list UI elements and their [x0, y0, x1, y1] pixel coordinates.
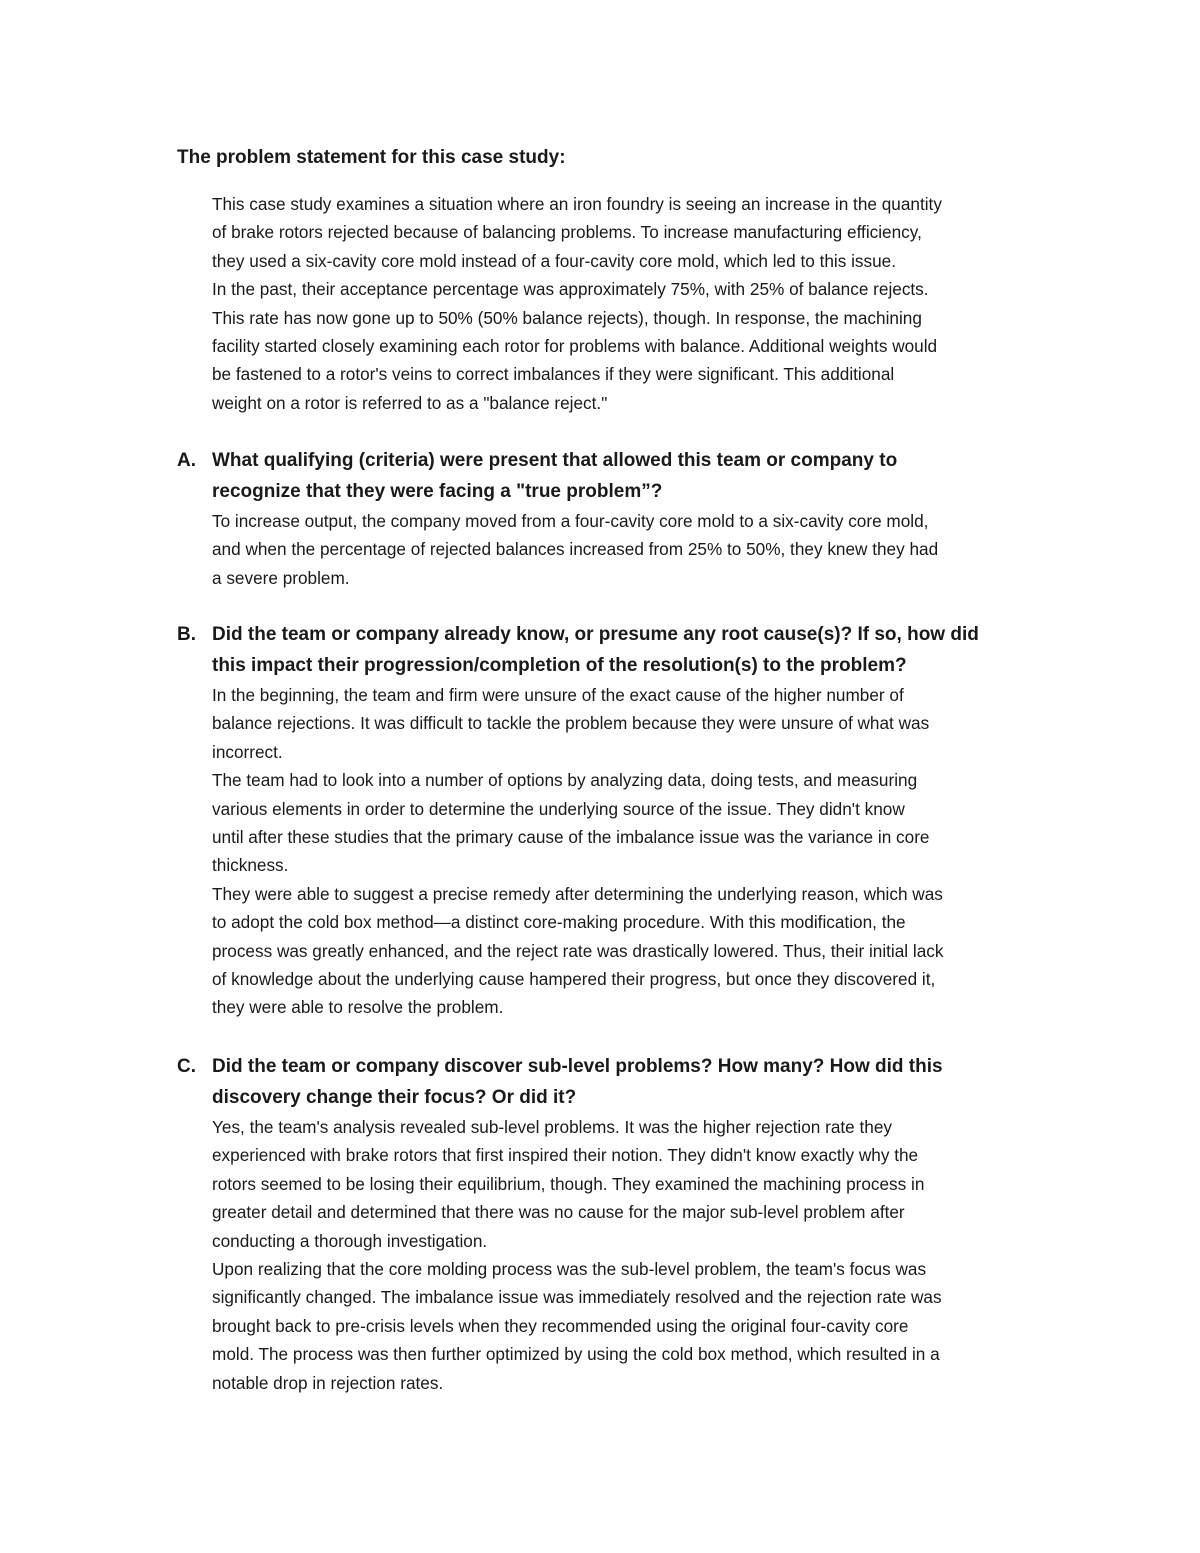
answer-paragraph	[212, 1113, 1077, 1397]
question-heading	[212, 1052, 1077, 1113]
intro-line: be fastened to a rotor's veins to correct imbalances if they were significant. This additional	[212, 364, 895, 385]
answer-line: Upon realizing that the core molding process was the sub-level problem, the team's focus was	[212, 1259, 927, 1280]
question-heading	[212, 446, 1077, 507]
intro-paragraph	[212, 190, 1082, 417]
intro-line: This case study examines a situation where an iron foundry is seeing an increase in the quantity	[212, 194, 942, 214]
answer-line: notable drop in rejection rates.	[212, 1372, 444, 1393]
answer-line: In the beginning, the team and firm were unsure of the exact cause of the higher number of	[212, 685, 904, 705]
answer-line: greater detail and determined that there was no cause for the major sub-level problem after	[212, 1202, 905, 1223]
answer-line: of knowledge about the underlying cause hampered their progress, but once they discovered it,	[212, 969, 936, 990]
heading-line: Did the team or company already know, or presume any root cause(s)? If so, how did	[212, 624, 979, 645]
intro-line: facility started closely examining each rotor for problems with balance. Additional weights would	[212, 336, 938, 357]
heading-line: recognize that they were facing a "true problem”?	[212, 480, 663, 502]
answer-line: until after these studies that the primary cause of the imbalance issue was the variance in core	[212, 827, 930, 848]
intro-line: weight on a rotor is referred to as a "balance reject."	[212, 392, 608, 413]
heading-line: this impact their progression/completion of the resolution(s) to the problem?	[212, 654, 907, 676]
heading-line: What qualifying (criteria) were present that allowed this team or company to	[212, 450, 898, 471]
answer-paragraph	[212, 507, 1077, 592]
answer-line: and when the percentage of rejected balances increased from 25% to 50%, they knew they had	[212, 539, 939, 560]
answer-line: They were able to suggest a precise remedy after determining the underlying reason, which was	[212, 883, 943, 904]
section-marker: B.	[177, 624, 196, 645]
question-section-b	[177, 620, 1077, 1022]
answer-line: conducting a thorough investigation.	[212, 1230, 488, 1251]
question-section-c	[177, 1052, 1077, 1397]
answer-line: incorrect.	[212, 741, 283, 762]
answer-line: process was greatly enhanced, and the reject rate was drastically lowered. Thus, their initial lack	[212, 940, 944, 961]
answer-line: To increase output, the company moved from a four-cavity core mold to a six-cavity core mold,	[212, 511, 929, 531]
answer-line: a severe problem.	[212, 567, 350, 588]
answer-line: significantly changed. The imbalance issue was immediately resolved and the rejection rate was	[212, 1287, 942, 1308]
question-section-a	[177, 446, 1077, 592]
answer-line: thickness.	[212, 855, 289, 876]
question-heading	[212, 620, 1077, 681]
intro-line: they used a six-cavity core mold instead of a four-cavity core mold, which led to this issue.	[212, 250, 896, 271]
answer-paragraph	[212, 681, 1077, 1022]
answer-line: Yes, the team's analysis revealed sub-level problems. It was the higher rejection rate they	[212, 1117, 892, 1137]
intro-line: This rate has now gone up to 50% (50% balance rejects), though. In response, the machining	[212, 307, 922, 328]
answer-line: mold. The process was then further optimized by using the cold box method, which resulted in a	[212, 1344, 940, 1365]
answer-line: The team had to look into a number of options by analyzing data, doing tests, and measuring	[212, 770, 918, 791]
answer-line: rotors seemed to be losing their equilibrium, though. They examined the machining process in	[212, 1173, 925, 1194]
answer-line: experienced with brake rotors that first inspired their notion. They didn't know exactly why the	[212, 1145, 919, 1166]
document-title: The problem statement for this case study:	[177, 147, 566, 168]
answer-line: brought back to pre-crisis levels when they recommended using the original four-cavity core	[212, 1315, 909, 1336]
answer-line: balance rejections. It was difficult to tackle the problem because they were unsure of what was	[212, 713, 930, 734]
answer-line: they were able to resolve the problem.	[212, 997, 504, 1018]
answer-line: to adopt the cold box method—a distinct core-making procedure. With this modification, the	[212, 912, 906, 933]
heading-line: Did the team or company discover sub-level problems? How many? How did this	[212, 1056, 943, 1077]
heading-line: discovery change their focus? Or did it?	[212, 1086, 577, 1108]
section-marker: C.	[177, 1056, 196, 1077]
intro-line: of brake rotors rejected because of balancing problems. To increase manufacturing efficiency,	[212, 222, 922, 243]
intro-line: In the past, their acceptance percentage was approximately 75%, with 25% of balance rejects.	[212, 279, 929, 300]
answer-line: various elements in order to determine the underlying source of the issue. They didn't know	[212, 798, 905, 819]
section-marker: A.	[177, 450, 196, 471]
